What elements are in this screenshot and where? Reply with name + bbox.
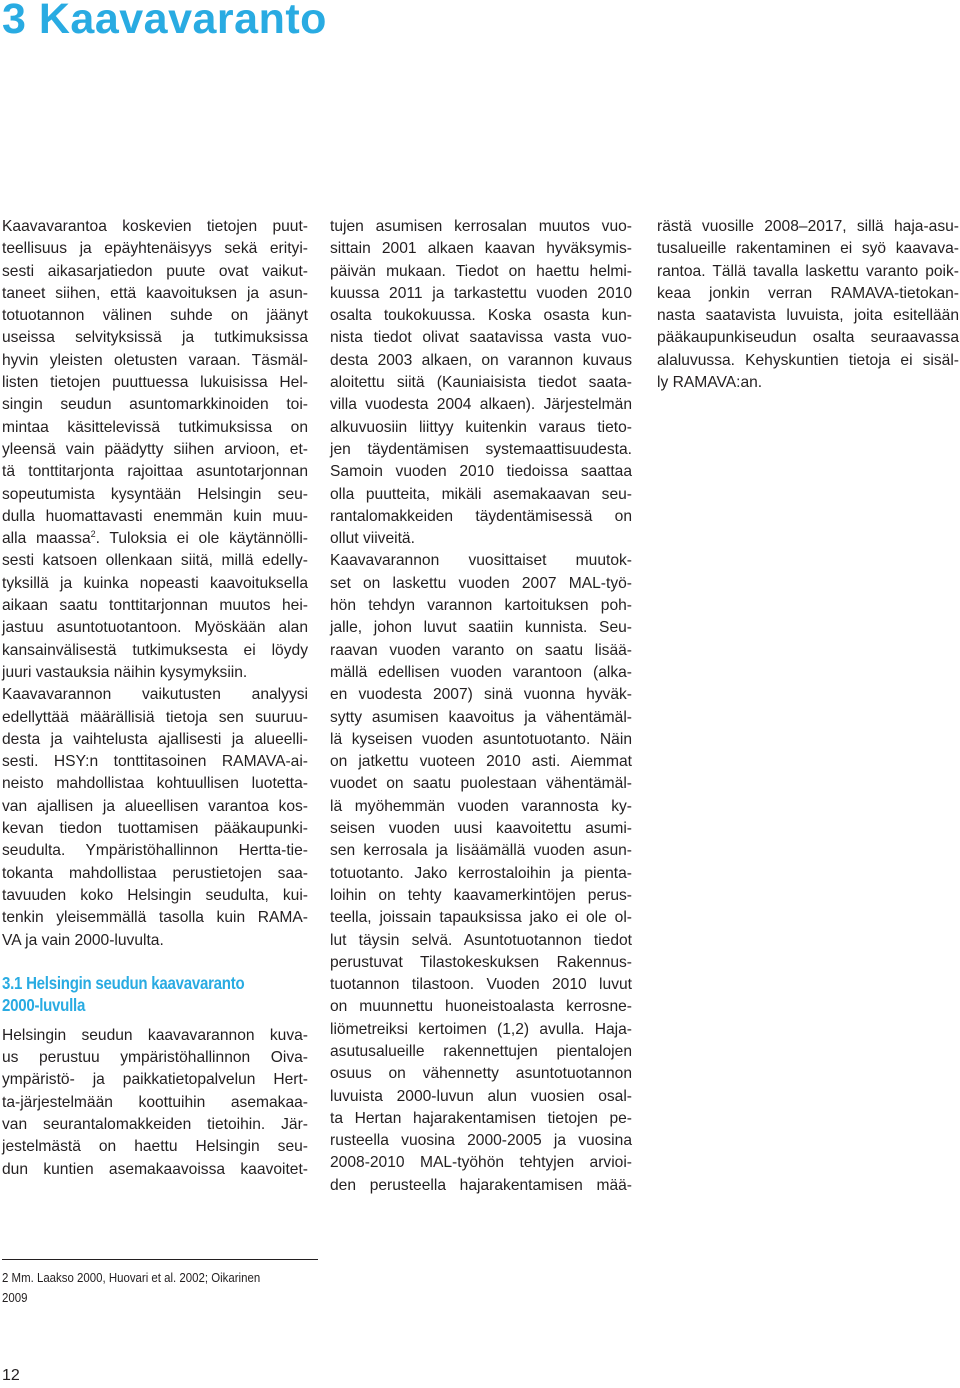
text-line: ympäristö- ja paikkatietopalvelun Hert- [2,1071,308,1089]
text-line: en vuodesta 2007) sinä vuonna hyväk- [330,686,632,704]
text-line: ollut viiveitä. [330,530,415,548]
text-line: VA ja vain 2000-luvulta. [2,931,164,949]
footnote [2,1268,292,1308]
text-line: keaa jonkin verran RAMAVA-tietokan- [657,284,959,302]
text-line: neisto mahdollistaa kohtuullisen luotetta- [2,775,308,793]
text-line: useissa selvityksissä ja tutkimuksissa [2,329,308,347]
text-line: on muunnettu huoneistoalasta kerrosne- [330,998,632,1016]
text-column-1 [2,216,308,1181]
text-line: seisen vuoden uusi kaavoitettu asumi- [330,820,632,838]
text-line: totuotanto. Jako kerrostaloihin ja pienta- [330,864,632,882]
text-line: teellisuus ja epäyhtenäisyys sekä erityi- [2,240,308,258]
text-line: on jatkettu vuoteen 2010 asti. Aiemmat [330,753,632,771]
paragraph [330,550,632,1197]
text-line: kevan tiedon tuottamisen pääkaupunki- [2,820,308,838]
text-line: tusalueille rakentaminen ei syö kaavava- [657,240,959,258]
text-line: Kaavavarantoa koskevien tietojen puut- [2,218,308,235]
paragraph [657,216,959,394]
text-line: sesti katsoen ollenkaan siitä, millä edelly- [2,552,308,570]
text-line: tuotannon tilastoon. Vuoden 2010 luvut [330,976,632,994]
text-line: pääkaupunkiseudun osalta seuraavassa [657,329,959,347]
text-line: Helsingin seudun kaavavarannon kuva- [2,1026,308,1044]
text-line: jastuu asuntotuotantoon. Myöskään alan [2,619,308,637]
text-line: sesti. HSY:n tonttitasoinen RAMAVA-ai- [2,753,308,771]
text-line: tenkin yleisemmällä tasolla kuin RAMA- [2,909,308,927]
text-line: loihin on tehty kaavamerkintöjen perus- [330,886,632,904]
chapter-number: 3 [2,0,27,43]
text-line: taneet siihen, että kaavoituksen ja asun- [2,284,308,302]
text-line: nista tiedot olivat saatavissa vasta vuo- [330,329,632,347]
text-line: mällä edellisen vuoden varantoon (alka- [330,663,632,681]
text-line: rantalomakkeiden täydentämisessä on [330,507,632,525]
text-line: kuussa 2011 ja tarkastettu vuoden 2010 [330,284,632,302]
text-line: rästä vuosille 2008–2017, sillä haja-asu- [657,218,959,235]
text-line: listen tietojen puuttuessa lukuisissa Hel- [2,374,308,392]
section-heading [2,972,308,1017]
text-line: päivän mukaan. Tiedot on haettu helmi- [330,262,632,280]
text-line: totuotannon välinen suhde on jäänyt [2,307,308,325]
text-line: dun kuntien asemakaavoissa kaavoitet- [2,1160,308,1178]
text-line: lä kyseisen vuoden asuntotuotanto. Näin [330,730,632,748]
text-line: 2008-2010 MAL-työhön tehtyjen arvioi- [330,1154,632,1172]
text-line: Kaavavarannon vaikutusten analyysi [2,686,308,704]
footnote-reference: 2 [90,528,96,539]
text-line: tyksillä ja kuinka nopeasti kaavoituksella [2,574,308,592]
text-fragment: . Tuloksia ei ole käytännölli- [95,530,308,548]
paragraph [2,684,308,952]
text-line: sesti aikasarjatiedon puute ovat vaikut- [2,262,308,280]
paragraph [2,216,308,684]
text-line: osalta toukokuussa. Koska osasta kun- [330,307,632,325]
text-line: lä myöhemmän vuoden varannosta ky- [330,797,632,815]
text-line: ly RAMAVA:an. [657,374,763,392]
footnote-line: 2009 [2,1290,28,1305]
text-line: jen täydentämisen systemaattisuudesta. [330,440,632,458]
footnote-line: 2 Mm. Laakso 2000, Huovari et al. 2002; Oikarinen [2,1270,261,1285]
text-line: seudulta. Ympäristöhallinnon Hertta-tie- [2,842,308,860]
text-line: us perustuu ympäristöhallinnon Oiva- [2,1049,308,1067]
text-line: vuodet on saatu puolestaan vähentämäl- [330,775,632,793]
text-column-3 [657,216,959,394]
text-line: tavuuden koko Helsingin seudulta, kui- [2,886,308,904]
text-line: luvuista 2000-luvun alun vuosien osal- [330,1087,632,1105]
text-line: nasta saatavista luvuista, joita esitellään [657,307,959,325]
text-column-2 [330,216,632,1197]
text-line: tä tonttitarjonta rajoittaa asuntotarjonnan [2,463,308,481]
text-line: tujen asumisen kerrosalan muutos vuo- [330,218,632,235]
footnote-divider [2,1259,318,1260]
text-line: jestelmästä on haettu Helsingin seu- [2,1138,308,1156]
text-line: villa vuodesta 2004 alkaen). Järjestelmän [330,396,632,414]
text-line: sopeutumista kysyntään Helsingin seu- [2,485,308,503]
text-line: desta ja vaihtelusta ajallisesti ja alueelli- [2,730,308,748]
text-line: sytty asumisen kaavoitus ja vähentämäl- [330,708,632,726]
paragraph [2,1025,308,1181]
text-line: ta-järjestelmään koottuihin asemakaa- [2,1093,308,1111]
text-line: sittain 2001 alkaen kaavan hyväksymis- [330,240,632,258]
text-line: aikaan saatu tonttitarjonnan muutos hei- [2,597,308,615]
text-line: perustuvat Tilastokeskuksen Rakennus- [330,953,632,971]
text-line: rantoa. Tällä tavalla laskettu varanto poik- [657,262,959,280]
text-line: dulla huomattavasti enemmän kuin muu- [2,507,308,525]
text-line: tokanta mahdollistaa perustietojen saa- [2,864,308,882]
text-line: jalle, johon luvut saatiin kunnista. Seu- [330,619,632,637]
text-line: raavan vuoden varanto on saatu lisää- [330,641,632,659]
text-line: liömetreiksi kertoimen (1,2) avulla. Haja- [330,1020,632,1038]
text-line: kansainvälisestä tutkimuksesta ei löydy [2,641,308,659]
text-line: van seurantalomakkeiden tietoihin. Jär- [2,1115,308,1133]
text-line: olla puutteita, mikäli asemakaavan seu- [330,485,632,503]
paragraph [330,216,632,550]
text-line: edellyttää määrällisiä tietoja sen suuruu- [2,708,308,726]
text-line: alkuvuosiin liittyy kuitenkin varaus tieto- [330,418,632,436]
text-line [2,528,308,550]
text-line: van ajallisen ja alueellisen varantoa kos- [2,797,308,815]
chapter-title [2,0,327,46]
text-line: mintaa käsittelevissä tutkimuksissa on [2,418,308,436]
text-line: juuri vastauksia näihin kysymyksiin. [2,663,248,681]
section-heading-line: 3.1 Helsingin seudun kaavavaranto [2,972,245,993]
text-line: hön tehdyn varannon kartoituksen poh- [330,597,632,615]
text-line: teella, joissain tapauksissa jako ei ole ol- [330,909,632,927]
page-number: 12 [2,1367,20,1384]
text-fragment: alla maassa [2,530,91,548]
text-line: lut täysin selvä. Asuntotuotannon tiedot [330,931,632,949]
text-line: Kaavavarannon vuosittaiset muutok- [330,552,632,570]
text-line: singin seudun asuntomarkkinoiden toi- [2,396,308,414]
text-line: alaluvussa. Kehyskuntien tietoja ei sisäl- [657,351,959,369]
text-line: ta Hertan hajarakentamisen tietojen pe- [330,1109,632,1127]
text-line: desta 2003 alkaen, on varannon kuvaus [330,351,632,369]
text-line: asutusalueille rakennettujen pientalojen [330,1042,632,1060]
text-line: osuus on vähennetty asuntotuotannon [330,1065,632,1083]
text-line: aloitettu siitä (Kauniaisista tiedot saata- [330,374,632,392]
text-line: den perusteella hajarakentamisen mää- [330,1176,632,1194]
text-line: set on laskettu vuoden 2007 MAL-työ- [330,574,632,592]
text-line: sen kerrosala ja lisäämällä vuoden asun- [330,842,632,860]
text-line: hyvin yleisten oletusten varaan. Täsmäl- [2,351,308,369]
text-line: Samoin vuoden 2010 tiedoissa saattaa [330,463,632,481]
chapter-title-text: Kaavavaranto [38,0,327,43]
text-line: rusteella vuosina 2000-2005 ja vuosina [330,1132,632,1150]
text-line: yleensä vain päädytty siihen arvioon, et- [2,440,308,458]
section-heading-line: 2000-luvulla [2,995,86,1016]
